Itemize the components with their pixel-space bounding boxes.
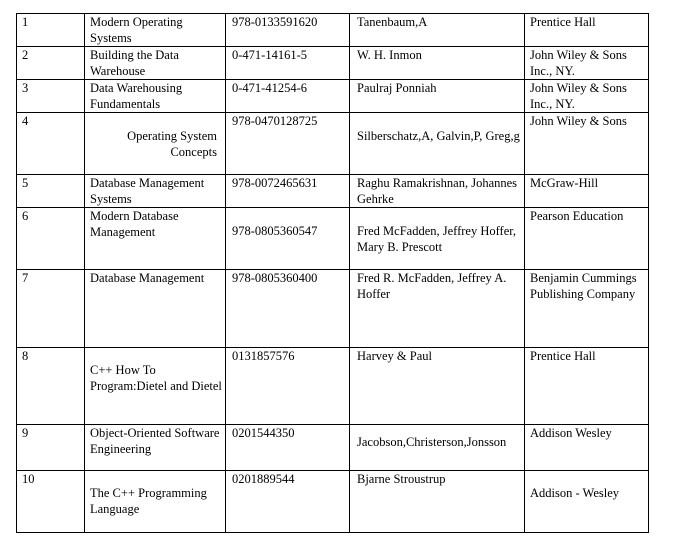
book-author: Harvey & Paul xyxy=(357,349,432,363)
row-number: 1 xyxy=(22,15,29,29)
book-isbn: 978-0805360400 xyxy=(232,271,318,285)
book-author: Fred McFadden, Jeffrey Hoffer, Mary B. Prescott xyxy=(357,224,517,254)
book-author: Tanenbaum,A xyxy=(357,15,428,29)
table-row xyxy=(17,175,649,208)
book-title: Database Management xyxy=(90,271,205,285)
table-row xyxy=(17,348,649,425)
book-isbn: 978-0470128725 xyxy=(232,114,318,128)
book-publisher: Addison - Wesley xyxy=(530,486,620,500)
row-number: 10 xyxy=(22,472,35,486)
row-number: 4 xyxy=(22,114,29,128)
book-isbn: 0131857576 xyxy=(232,349,295,363)
table-row xyxy=(17,113,649,175)
book-title: Operating System Concepts xyxy=(127,129,217,159)
book-title: C++ How To Program:Dietel and Dietel xyxy=(90,363,222,393)
row-number: 2 xyxy=(22,48,29,62)
table-row xyxy=(17,471,649,533)
book-title: Modern Database Management xyxy=(90,209,179,239)
row-number: 5 xyxy=(22,176,29,190)
table-row xyxy=(17,14,649,47)
book-author: Silberschatz,A, Galvin,P, Greg,g xyxy=(357,129,520,143)
book-isbn: 0201544350 xyxy=(232,426,295,440)
book-isbn: 0-471-41254-6 xyxy=(232,81,307,95)
book-publisher: Prentice Hall xyxy=(530,349,596,363)
table-row xyxy=(17,425,649,471)
book-title: Data Warehousing Fundamentals xyxy=(90,81,183,111)
book-author: Bjarne Stroustrup xyxy=(357,472,446,486)
book-title: The C++ Programming Language xyxy=(90,486,207,516)
row-number: 3 xyxy=(22,81,29,95)
book-publisher: Benjamin Cummings Publishing Company xyxy=(530,271,637,301)
book-author: W. H. Inmon xyxy=(357,48,422,62)
book-author: Raghu Ramakrishnan, Johannes Gehrke xyxy=(357,176,518,206)
row-number: 8 xyxy=(22,349,29,363)
book-title: Database Management Systems xyxy=(90,176,205,206)
book-author: Jacobson,Christerson,Jonsson xyxy=(357,435,507,449)
table-row xyxy=(17,270,649,348)
row-number: 9 xyxy=(22,426,29,440)
book-table xyxy=(16,13,649,533)
book-publisher: Prentice Hall xyxy=(530,15,596,29)
book-publisher: Addison Wesley xyxy=(530,426,612,440)
book-author: Paulraj Ponniah xyxy=(357,81,437,95)
table-row xyxy=(17,80,649,113)
row-number: 7 xyxy=(22,271,29,285)
table-row xyxy=(17,47,649,80)
book-isbn: 978-0133591620 xyxy=(232,15,318,29)
book-publisher: Pearson Education xyxy=(530,209,624,223)
book-isbn: 978-0072465631 xyxy=(232,176,318,190)
book-publisher: John Wiley & Sons Inc., NY. xyxy=(530,81,627,111)
book-publisher: John Wiley & Sons xyxy=(530,114,627,128)
book-isbn: 0201889544 xyxy=(232,472,295,486)
book-author: Fred R. McFadden, Jeffrey A. Hoffer xyxy=(357,271,507,301)
row-number: 6 xyxy=(22,209,29,223)
book-title: Object-Oriented Software Engineering xyxy=(90,426,220,456)
book-publisher: McGraw-Hill xyxy=(530,176,599,190)
book-publisher: John Wiley & Sons Inc., NY. xyxy=(530,48,627,78)
book-isbn: 0-471-14161-5 xyxy=(232,48,307,62)
table-row xyxy=(17,208,649,270)
book-isbn: 978-0805360547 xyxy=(232,224,318,238)
book-title: Modern Operating Systems xyxy=(90,15,183,45)
book-title: Building the Data Warehouse xyxy=(90,48,179,78)
